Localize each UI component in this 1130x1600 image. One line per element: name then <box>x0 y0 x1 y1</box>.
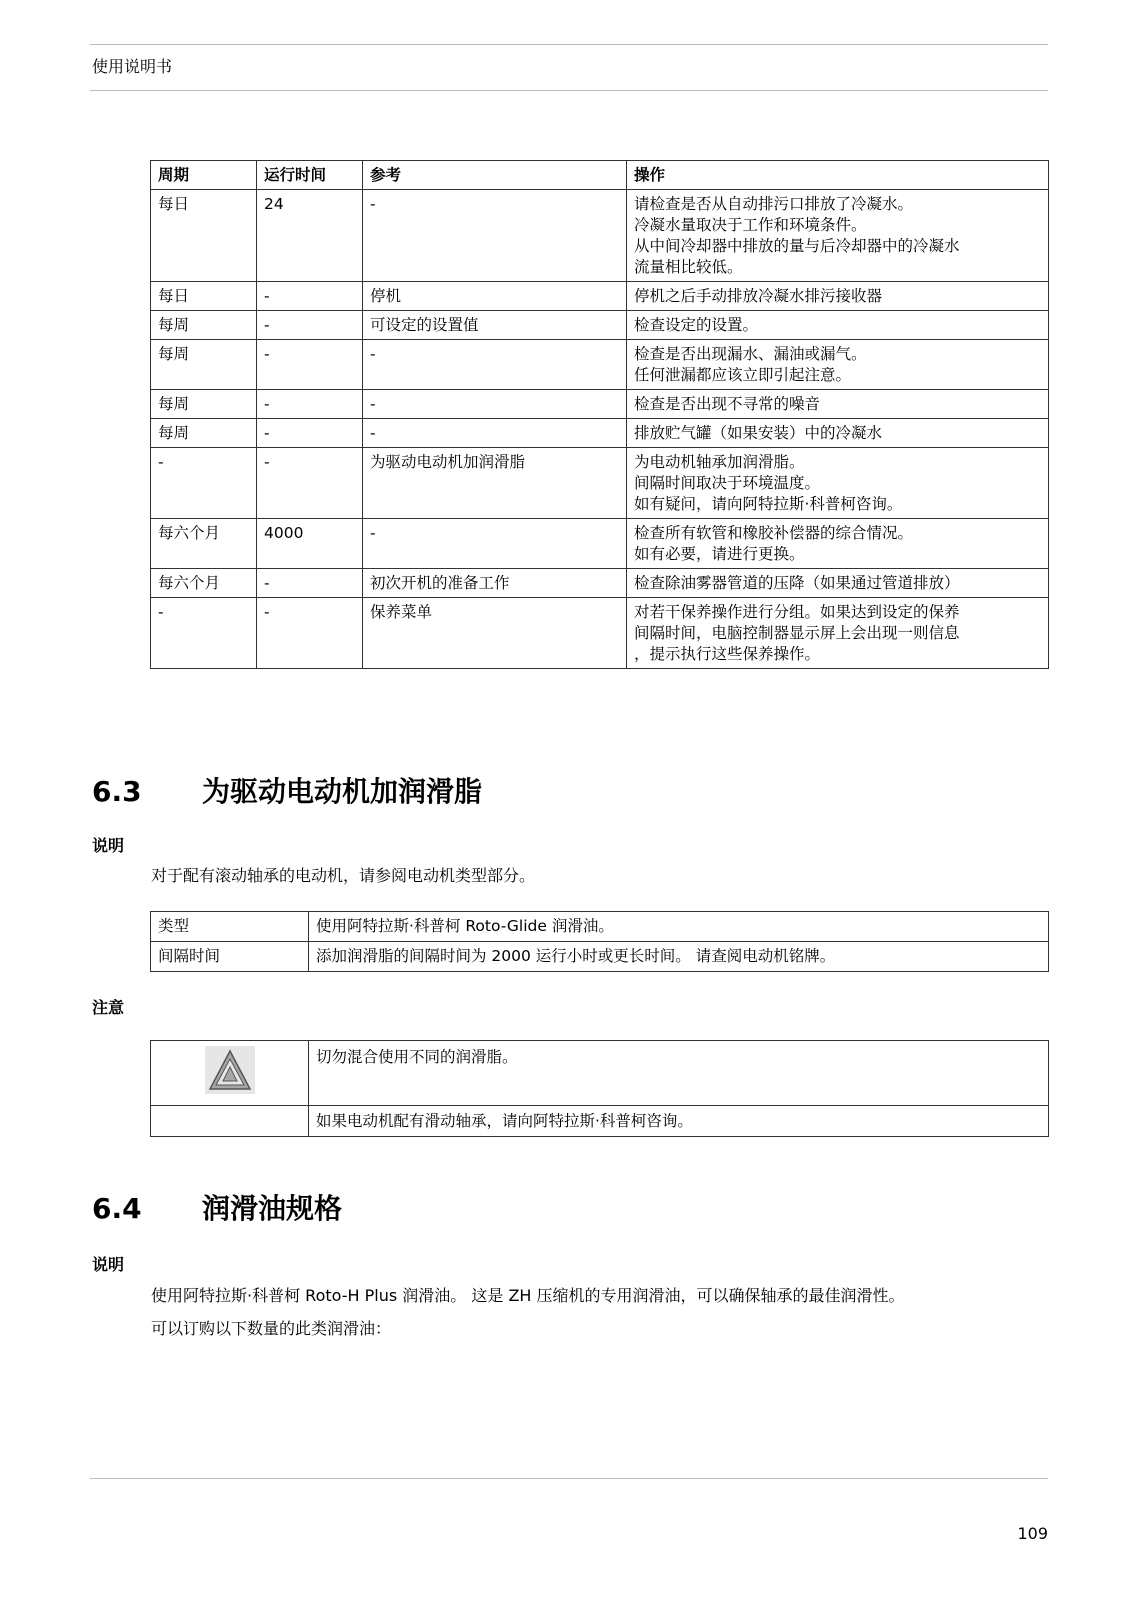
notice-text: 如果电动机配有滑动轴承，请向阿特拉斯·科普柯咨询。 <box>309 1106 1049 1137</box>
description-label: 说明 <box>92 836 125 855</box>
cell-reference: 为驱动电动机加润滑脂 <box>363 448 627 519</box>
action-line: 停机之后手动排放冷凝水排污接收器 <box>634 287 883 305</box>
action-line: 检查设定的设置。 <box>634 316 759 334</box>
description-text: 使用阿特拉斯·科普柯 Roto-H Plus 润滑油。 这是 ZH 压缩机的专用润滑油，可以确保轴承的最佳润滑性。 <box>151 1286 905 1305</box>
cell-action <box>627 390 1049 419</box>
cell-hours: - <box>257 448 363 519</box>
header-top-rule <box>90 44 1048 45</box>
cell-action <box>627 598 1049 669</box>
column-header-hours: 运行时间 <box>257 161 363 190</box>
action-line: ，提示执行这些保养操作。 <box>634 645 821 663</box>
cell-reference: 停机 <box>363 282 627 311</box>
table-row <box>151 569 1049 598</box>
footer-rule <box>90 1478 1048 1479</box>
cell-reference: 初次开机的准备工作 <box>363 569 627 598</box>
grease-spec-table <box>150 911 1049 972</box>
cell-reference: - <box>363 419 627 448</box>
notice-icon-cell <box>151 1041 309 1106</box>
cell-period: 每日 <box>151 190 257 282</box>
section-6-3-heading <box>92 775 482 809</box>
cell-reference: 可设定的设置值 <box>363 311 627 340</box>
cell-period: 每周 <box>151 419 257 448</box>
table-row <box>151 912 1049 942</box>
cell-hours: 24 <box>257 190 363 282</box>
action-line: 请检查是否从自动排污口排放了冷凝水。 <box>634 195 914 213</box>
action-line: 冷凝水量取决于工作和环境条件。 <box>634 216 867 234</box>
header-bottom-rule <box>90 90 1048 91</box>
description-text: 对于配有滚动轴承的电动机，请参阅电动机类型部分。 <box>151 866 536 885</box>
table-row <box>151 282 1049 311</box>
cell-reference: 保养菜单 <box>363 598 627 669</box>
spec-label: 间隔时间 <box>151 942 309 972</box>
section-6-4-heading <box>92 1192 342 1226</box>
cell-hours: - <box>257 311 363 340</box>
cell-action <box>627 419 1049 448</box>
cell-period: - <box>151 448 257 519</box>
table-row <box>151 942 1049 972</box>
spec-value: 使用阿特拉斯·科普柯 Roto-Glide 润滑油。 <box>309 912 1049 942</box>
cell-action <box>627 569 1049 598</box>
action-line: 间隔时间，电脑控制器显示屏上会出现一则信息 <box>634 624 960 642</box>
section-title: 润滑油规格 <box>202 1192 343 1225</box>
action-line: 排放贮气罐（如果安装）中的冷凝水 <box>634 424 883 442</box>
cell-hours: - <box>257 598 363 669</box>
action-line: 对若干保养操作进行分组。如果达到设定的保养 <box>634 603 960 621</box>
cell-reference: - <box>363 340 627 390</box>
table-row <box>151 390 1049 419</box>
document-header-title: 使用说明书 <box>92 57 173 76</box>
cell-action <box>627 190 1049 282</box>
page-number: 109 <box>1017 1524 1048 1543</box>
section-number: 6.4 <box>92 1192 142 1225</box>
action-line: 如有疑问，请向阿特拉斯·科普柯咨询。 <box>634 495 903 513</box>
action-line: 检查除油雾器管道的压降（如果通过管道排放） <box>634 574 960 592</box>
cell-reference: - <box>363 390 627 419</box>
table-row <box>151 419 1049 448</box>
warning-triangle-icon <box>204 1045 256 1095</box>
cell-period: 每周 <box>151 340 257 390</box>
notice-empty-cell <box>151 1106 309 1137</box>
cell-hours: - <box>257 569 363 598</box>
action-line: 检查是否出现不寻常的噪音 <box>634 395 821 413</box>
column-header-reference: 参考 <box>363 161 627 190</box>
cell-period: 每六个月 <box>151 519 257 569</box>
section-title: 为驱动电动机加润滑脂 <box>202 775 483 808</box>
table-row <box>151 1041 1049 1106</box>
cell-period: 每日 <box>151 282 257 311</box>
table-header-row <box>151 161 1049 190</box>
section-number: 6.3 <box>92 775 142 808</box>
cell-period: - <box>151 598 257 669</box>
maintenance-schedule-table <box>150 160 1049 669</box>
action-line: 检查是否出现漏水、漏油或漏气。 <box>634 345 867 363</box>
cell-action <box>627 448 1049 519</box>
table-row <box>151 448 1049 519</box>
cell-hours: - <box>257 340 363 390</box>
cell-action <box>627 519 1049 569</box>
table-row <box>151 311 1049 340</box>
action-line: 从中间冷却器中排放的量与后冷却器中的冷凝水 <box>634 237 960 255</box>
action-line: 流量相比较低。 <box>634 258 743 276</box>
cell-hours: 4000 <box>257 519 363 569</box>
table-row <box>151 340 1049 390</box>
spec-label: 类型 <box>151 912 309 942</box>
cell-hours: - <box>257 282 363 311</box>
cell-period: 每周 <box>151 311 257 340</box>
spec-value: 添加润滑脂的间隔时间为 2000 运行小时或更长时间。 请查阅电动机铭牌。 <box>309 942 1049 972</box>
table-row <box>151 519 1049 569</box>
action-line: 为电动机轴承加润滑脂。 <box>634 453 805 471</box>
cell-action <box>627 340 1049 390</box>
cell-action <box>627 282 1049 311</box>
action-line: 检查所有软管和橡胶补偿器的综合情况。 <box>634 524 914 542</box>
description-label: 说明 <box>92 1255 125 1274</box>
cell-action <box>627 311 1049 340</box>
cell-reference: - <box>363 190 627 282</box>
description-text: 可以订购以下数量的此类润滑油： <box>151 1319 392 1338</box>
column-header-period: 周期 <box>151 161 257 190</box>
table-row <box>151 1106 1049 1137</box>
action-line: 如有必要，请进行更换。 <box>634 545 805 563</box>
cell-period: 每周 <box>151 390 257 419</box>
notice-label: 注意 <box>92 998 125 1017</box>
action-line: 间隔时间取决于环境温度。 <box>634 474 821 492</box>
cell-reference: - <box>363 519 627 569</box>
cell-period: 每六个月 <box>151 569 257 598</box>
action-line: 任何泄漏都应该立即引起注意。 <box>634 366 852 384</box>
notice-text: 切勿混合使用不同的润滑脂。 <box>309 1041 1049 1106</box>
cell-hours: - <box>257 390 363 419</box>
cell-hours: - <box>257 419 363 448</box>
table-row <box>151 190 1049 282</box>
table-row <box>151 598 1049 669</box>
column-header-action: 操作 <box>627 161 1049 190</box>
notice-table <box>150 1040 1049 1137</box>
